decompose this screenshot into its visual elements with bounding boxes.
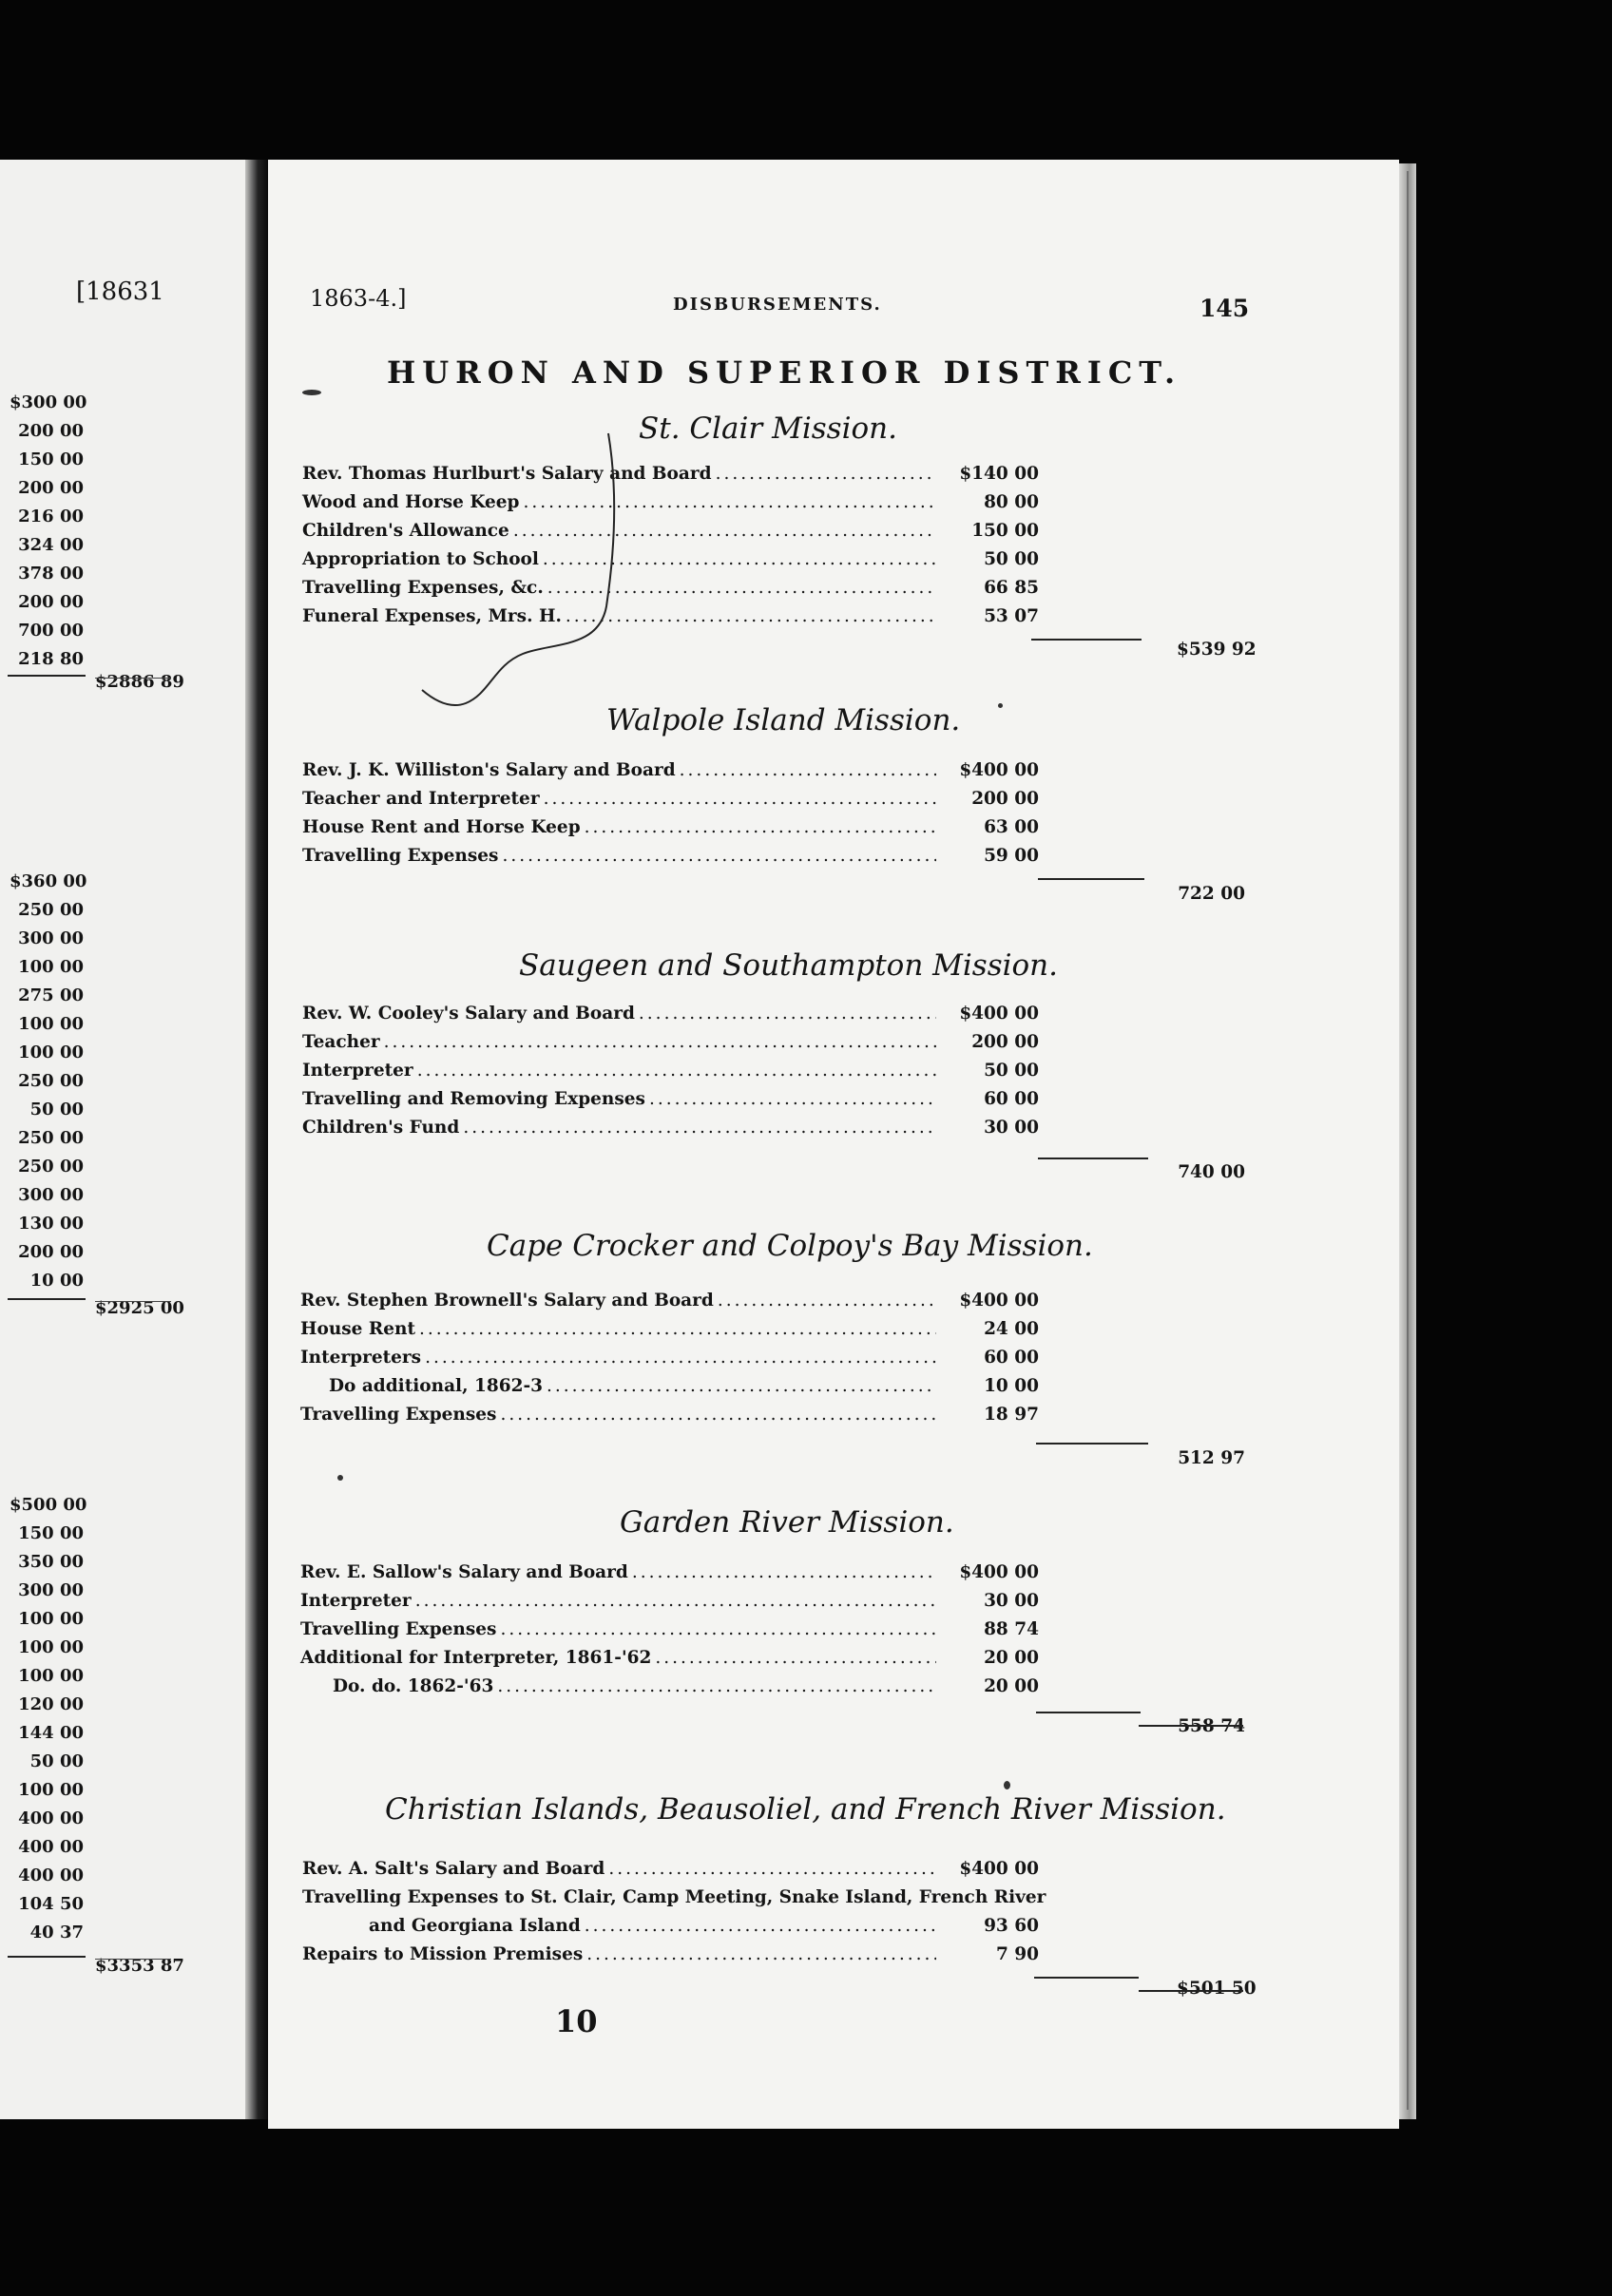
entry-label: Do. do. 1862-'63 <box>333 1676 494 1696</box>
left-rule-3b <box>95 1959 171 1960</box>
ledger-entry <box>302 1032 1039 1059</box>
leader-dots <box>502 846 936 866</box>
entry-label: Rev. Stephen Brownell's Salary and Board <box>300 1291 714 1311</box>
left-amount: 300 00 <box>18 928 84 948</box>
leader-dots <box>716 464 936 484</box>
leader-dots <box>608 1859 936 1879</box>
left-rule-2b <box>95 1301 171 1302</box>
sum-rule <box>1036 1712 1141 1713</box>
left-amount: 100 00 <box>18 1043 84 1062</box>
entry-amount: 50 00 <box>984 1061 1039 1081</box>
mission-total: $539 92 <box>1177 640 1257 660</box>
leader-dots <box>585 1916 936 1936</box>
left-amount: 144 00 <box>18 1723 84 1743</box>
entry-label: Travelling Expenses to St. Clair, Camp Meeting, Snake Island, French River <box>302 1887 1046 1907</box>
leader-dots <box>497 1676 936 1696</box>
print-speck <box>998 703 1003 708</box>
leader-dots <box>655 1648 936 1668</box>
ledger-entry <box>302 846 1039 872</box>
ledger-entry <box>300 1405 1039 1431</box>
left-amount: 700 00 <box>18 621 84 641</box>
entry-label: Travelling Expenses, &c. <box>302 578 544 598</box>
left-amount: 104 50 <box>18 1894 84 1914</box>
district-title: HURON AND SUPERIOR DISTRICT. <box>387 354 1182 391</box>
left-amount: 250 00 <box>18 900 84 920</box>
left-amount: 350 00 <box>18 1552 84 1572</box>
left-amount: 200 00 <box>18 592 84 612</box>
left-amount: $500 00 <box>10 1495 87 1515</box>
left-rule-1b <box>95 678 171 679</box>
entry-label: Wood and Horse Keep <box>302 492 520 512</box>
entry-label: Children's Allowance <box>302 521 509 541</box>
leader-dots <box>384 1032 936 1052</box>
left-amount: 120 00 <box>18 1694 84 1714</box>
left-amount: 300 00 <box>18 1580 84 1600</box>
left-amount: 300 00 <box>18 1185 84 1205</box>
sum-rule <box>1034 1977 1139 1979</box>
entry-amount: 88 74 <box>984 1619 1039 1639</box>
left-amount: 100 00 <box>18 957 84 977</box>
entry-amount: 30 00 <box>984 1591 1039 1611</box>
entry-amount: 10 00 <box>984 1376 1039 1396</box>
entry-label: Teacher <box>302 1032 380 1052</box>
entry-label: Children's Fund <box>302 1118 460 1138</box>
left-amount: 100 00 <box>18 1014 84 1034</box>
entry-amount: 80 00 <box>984 492 1039 512</box>
entry-label: Rev. J. K. Williston's Salary and Board <box>302 760 676 780</box>
entry-label: Interpreter <box>302 1061 413 1081</box>
mission-title: Walpole Island Mission. <box>606 703 961 737</box>
leader-dots <box>718 1291 936 1311</box>
leader-dots <box>500 1405 936 1425</box>
mission-title: Christian Islands, Beausoliel, and French River Mission. <box>385 1792 1226 1827</box>
entry-amount: $400 00 <box>959 1291 1039 1311</box>
entry-amount: $400 00 <box>959 1004 1039 1024</box>
left-amount: 216 00 <box>18 507 84 526</box>
mission-total: 722 00 <box>1178 884 1245 904</box>
leader-dots <box>585 817 936 837</box>
ledger-entry <box>302 1061 1039 1087</box>
left-rule-2 <box>8 1298 86 1300</box>
ledger-entry <box>302 789 1039 815</box>
left-amount: 150 00 <box>18 450 84 469</box>
left-amount: 250 00 <box>18 1128 84 1148</box>
entry-label: Rev. A. Salt's Salary and Board <box>302 1859 605 1879</box>
left-amount: $360 00 <box>10 871 87 891</box>
total-rule <box>1139 1990 1243 1992</box>
entry-amount: 60 00 <box>984 1089 1039 1109</box>
left-amount: 250 00 <box>18 1157 84 1177</box>
left-total-3: $3353 87 <box>95 1956 184 1976</box>
left-amount: 200 00 <box>18 421 84 441</box>
entry-label: Teacher and Interpreter <box>302 789 540 809</box>
sum-rule <box>1036 1443 1148 1445</box>
mission-total: 558 74 <box>1178 1716 1245 1736</box>
page-number: 145 <box>1199 295 1250 322</box>
ledger-entry <box>369 1916 1039 1942</box>
entry-amount: 53 07 <box>984 606 1039 626</box>
leader-dots <box>547 1376 936 1396</box>
ledger-entry <box>302 1887 1046 1914</box>
leader-dots <box>586 1944 936 1964</box>
entry-amount: 63 00 <box>984 817 1039 837</box>
ledger-entry <box>300 1348 1039 1374</box>
ledger-entry <box>302 817 1039 844</box>
entry-amount: 30 00 <box>984 1118 1039 1138</box>
ledger-entry <box>302 1859 1039 1885</box>
left-amount: 10 00 <box>29 1271 84 1291</box>
ledger-entry <box>302 1118 1039 1144</box>
sum-rule <box>1038 878 1144 880</box>
left-amount: 100 00 <box>18 1780 84 1800</box>
entry-amount: $400 00 <box>959 1562 1039 1582</box>
leader-dots <box>649 1089 936 1109</box>
print-speck <box>302 390 321 395</box>
entry-label: Travelling and Removing Expenses <box>302 1089 645 1109</box>
entry-label: Travelling Expenses <box>300 1405 497 1425</box>
entry-label: and Georgiana Island <box>369 1916 581 1936</box>
ledger-entry <box>302 1944 1039 1971</box>
mission-title: Cape Crocker and Colpoy's Bay Mission. <box>487 1229 1093 1263</box>
left-amount: 100 00 <box>18 1666 84 1686</box>
ledger-entry <box>302 760 1039 787</box>
ledger-entry <box>329 1376 1039 1403</box>
entry-label: House Rent and Horse Keep <box>302 817 581 837</box>
entry-amount: 200 00 <box>971 789 1039 809</box>
leader-dots <box>500 1619 936 1639</box>
leader-dots <box>425 1348 936 1368</box>
entry-amount: $400 00 <box>959 760 1039 780</box>
left-amount: 150 00 <box>18 1523 84 1543</box>
left-amount: 100 00 <box>18 1637 84 1657</box>
mission-title: St. Clair Mission. <box>639 411 897 446</box>
entry-label: Rev. Thomas Hurlburt's Salary and Board <box>302 464 712 484</box>
print-speck <box>1004 1781 1010 1789</box>
left-amount: 400 00 <box>18 1837 84 1857</box>
entry-amount: 93 60 <box>984 1916 1039 1936</box>
entry-label: Travelling Expenses <box>302 846 499 866</box>
ledger-entry <box>300 1619 1039 1646</box>
entry-label: Funeral Expenses, Mrs. H. <box>302 606 562 626</box>
leader-dots <box>544 789 936 809</box>
ledger-entry <box>302 1089 1039 1116</box>
entry-amount: 60 00 <box>984 1348 1039 1368</box>
entry-label: Rev. E. Sallow's Salary and Board <box>300 1562 628 1582</box>
entry-amount: 20 00 <box>984 1676 1039 1696</box>
left-rule-3 <box>8 1956 86 1958</box>
entry-label: Additional for Interpreter, 1861-'62 <box>300 1648 652 1668</box>
ledger-entry <box>300 1591 1039 1617</box>
handwritten-mark <box>409 426 627 720</box>
ledger-entry <box>300 1291 1039 1317</box>
running-title: DISBURSEMENTS. <box>673 295 882 315</box>
entry-amount: 200 00 <box>971 1032 1039 1052</box>
entry-amount: 50 00 <box>984 549 1039 569</box>
total-rule <box>1139 1725 1243 1727</box>
left-amount: 50 00 <box>29 1100 84 1119</box>
left-amount: 40 37 <box>29 1923 84 1942</box>
left-amount: 218 80 <box>18 649 84 669</box>
leader-dots <box>632 1562 936 1582</box>
left-amount: $300 00 <box>10 392 87 412</box>
book-gutter <box>245 160 268 2119</box>
leader-dots <box>415 1591 936 1611</box>
page-edge-line <box>1407 171 1409 2110</box>
entry-amount: $140 00 <box>959 464 1039 484</box>
print-speck <box>337 1475 343 1481</box>
ledger-entry <box>300 1562 1039 1589</box>
ledger-entry <box>300 1319 1039 1346</box>
left-amount: 200 00 <box>18 1242 84 1262</box>
entry-label: Travelling Expenses <box>300 1619 497 1639</box>
mission-total: 512 97 <box>1178 1448 1245 1468</box>
leader-dots <box>419 1319 936 1339</box>
left-rule-1 <box>8 675 86 677</box>
entry-label: Appropriation to School <box>302 549 539 569</box>
left-amount: 378 00 <box>18 564 84 584</box>
entry-label: Do additional, 1862-3 <box>329 1376 544 1396</box>
entry-label: Rev. W. Cooley's Salary and Board <box>302 1004 635 1024</box>
entry-amount: 24 00 <box>984 1319 1039 1339</box>
left-page-year-header: [18631 <box>76 277 164 306</box>
leader-dots <box>417 1061 936 1081</box>
mission-title: Garden River Mission. <box>620 1505 954 1540</box>
signature-number: 10 <box>555 2003 598 2039</box>
running-year: 1863-4.] <box>310 285 407 312</box>
mission-title: Saugeen and Southampton Mission. <box>519 948 1059 983</box>
sum-rule <box>1038 1158 1148 1159</box>
left-amount: 130 00 <box>18 1214 84 1234</box>
left-amount: 50 00 <box>29 1751 84 1771</box>
entry-amount: 66 85 <box>984 578 1039 598</box>
entry-label: House Rent <box>300 1319 416 1339</box>
entry-label: Repairs to Mission Premises <box>302 1944 584 1964</box>
entry-amount: 20 00 <box>984 1648 1039 1668</box>
left-total-2: $2925 00 <box>95 1298 184 1318</box>
left-amount: 400 00 <box>18 1866 84 1885</box>
left-amount: 324 00 <box>18 535 84 555</box>
sum-rule <box>1031 639 1142 641</box>
ledger-entry <box>302 1004 1039 1030</box>
left-amount: 400 00 <box>18 1808 84 1828</box>
entry-amount: 18 97 <box>984 1405 1039 1425</box>
mission-total: $501 50 <box>1177 1979 1257 1999</box>
ledger-entry <box>333 1676 1039 1703</box>
left-amount: 100 00 <box>18 1609 84 1629</box>
entry-amount: 150 00 <box>971 521 1039 541</box>
left-amount: 250 00 <box>18 1071 84 1091</box>
left-amount: 275 00 <box>18 985 84 1005</box>
left-amount: 200 00 <box>18 478 84 498</box>
entry-label: Interpreters <box>300 1348 422 1368</box>
entry-amount: 7 90 <box>995 1944 1039 1964</box>
ledger-entry <box>300 1648 1039 1674</box>
leader-dots <box>463 1118 936 1138</box>
entry-label: Interpreter <box>300 1591 412 1611</box>
leader-dots <box>680 760 936 780</box>
leader-dots <box>639 1004 936 1024</box>
mission-total: 740 00 <box>1178 1162 1245 1182</box>
entry-amount: 59 00 <box>984 846 1039 866</box>
entry-amount: $400 00 <box>959 1859 1039 1879</box>
left-total-1: $2886 89 <box>95 672 184 692</box>
